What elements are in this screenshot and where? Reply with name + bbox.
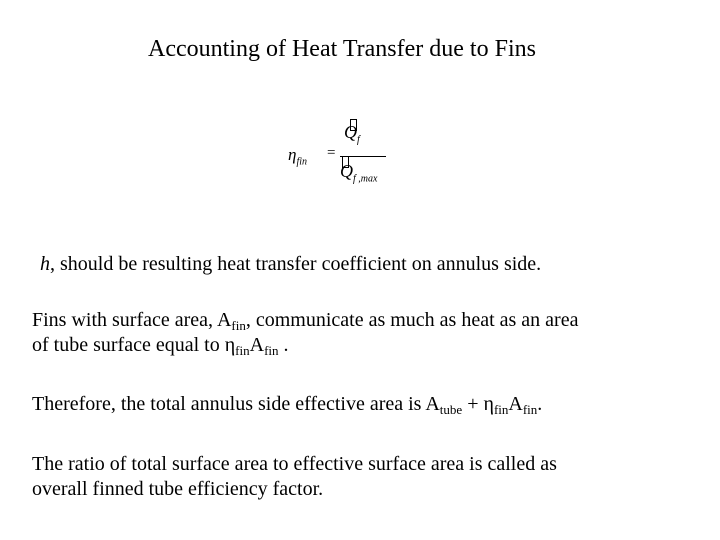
h-symbol: h [40,253,50,275]
paragraph3-text-c: A [508,393,523,415]
eta-symbol: η [288,145,297,164]
formula-denominator [340,161,377,185]
fin-subscript: fin [264,343,279,358]
numerator-symbol: Q [344,122,357,142]
dot-placeholder-icon [342,156,349,168]
tube-subscript: tube [439,402,463,417]
paragraph-heat-transfer-coefficient [40,252,541,277]
formula-lhs [288,145,307,167]
paragraph2-text-e: . [278,334,289,356]
paragraph2-text-d: A [249,334,265,356]
paragraph2-line1 [32,308,578,333]
denominator-symbol: Q [340,161,353,181]
paragraph3-text-b: + η [462,393,494,415]
paragraph-effective-area [32,392,542,417]
dot-placeholder-icon [350,119,357,131]
fin-subscript: fin [522,402,538,417]
fin-subscript: fin [235,343,250,358]
eta-subscript: fin [296,156,307,168]
paragraph-fin-area [32,308,578,358]
paragraph2-text-a: Fins with surface area, A [32,309,232,331]
paragraph2-line2 [32,333,578,358]
fin-efficiency-formula [280,118,400,190]
slide-title: Accounting of Heat Transfer due to Fins [148,36,536,62]
formula-equals: = [327,145,336,161]
paragraph-efficiency-factor [32,452,557,502]
paragraph3-text-d: . [537,393,543,415]
paragraph4-line2: overall finned tube efficiency factor. [32,478,324,500]
paragraph4-line1: The ratio of total surface area to effective surface area is called as [32,453,557,475]
denominator-subscript: f ,max [353,173,378,185]
paragraph3-text-a: Therefore, the total annulus side effective area is A [32,393,440,415]
paragraph2-text-c: of tube surface equal to η [32,334,236,356]
paragraph1-text: , should be resulting heat transfer coefficient on annulus side. [50,253,542,275]
paragraph2-text-b: , communicate as much as heat as an area [245,309,579,331]
fin-subscript: fin [493,402,509,417]
numerator-subscript: f [357,134,360,146]
fin-subscript: fin [231,318,246,333]
formula-numerator [344,122,360,146]
